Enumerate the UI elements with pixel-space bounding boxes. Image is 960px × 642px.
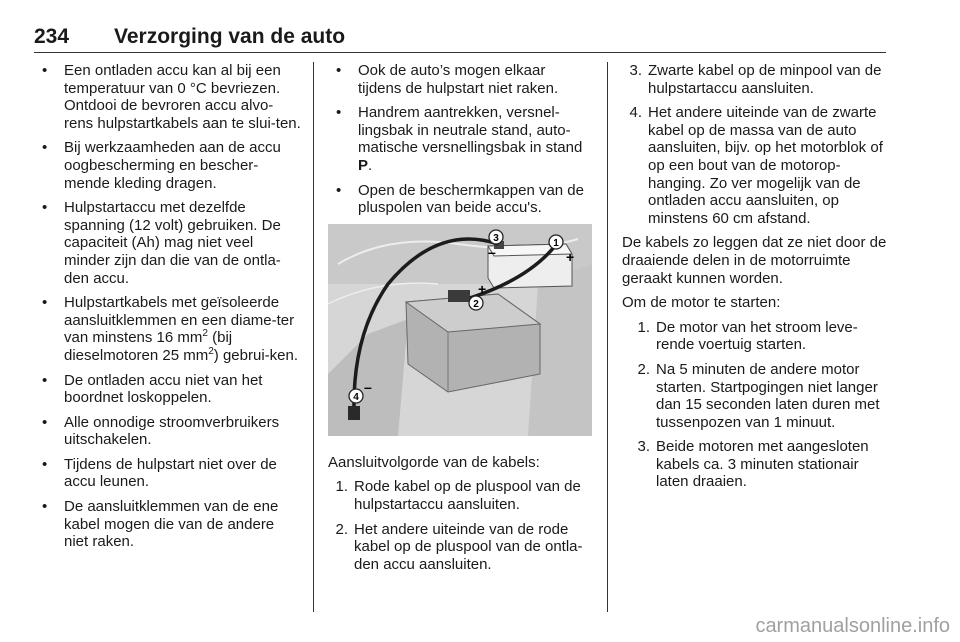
step-number: 1. <box>637 318 650 336</box>
step-text: Het andere uiteinde van de rode kabel op de pluspool van de ontla-den accu aansluiten. <box>354 520 583 573</box>
step-text: Beide motoren met aangesloten kabels ca. 3 minuten stationair laten draaien. <box>656 438 869 491</box>
step-text: Zwarte kabel op de minpool van de hulpstartaccu aansluiten. <box>648 62 882 97</box>
list-item-text: Hulpstartkabels met geïsoleerde aansluitklemmen en een diame-ter van minstens 16 mm <box>64 294 295 347</box>
list-item <box>630 319 888 354</box>
svg-text:2: 2 <box>473 298 479 310</box>
list-item <box>630 361 888 431</box>
header-rule <box>34 52 886 53</box>
step-number: 3. <box>637 438 650 456</box>
step-text: Na 5 minuten de andere motor starten. Startpogingen niet langer dan 15 seconden laten duren met tussenpozen van 1 minuut. <box>656 360 880 431</box>
page-header <box>34 25 886 53</box>
column-1 <box>34 62 302 558</box>
svg-text:4: 4 <box>353 391 359 403</box>
svg-text:–: – <box>488 243 496 260</box>
preparation-list <box>328 62 592 217</box>
svg-text:+: + <box>566 248 575 265</box>
step-text: De motor van het stroom leve-rende voertuig starten. <box>656 318 858 354</box>
list-item-text: ) gebrui-ken. <box>213 346 299 364</box>
list-item: • Open de beschermkappen van de pluspolen van beide accu's. <box>328 182 592 217</box>
list-item: • Bij werkzaamheden aan de accu oogbescherming en bescher-mende kleding dragen. <box>34 139 302 192</box>
list-item-text: (bij dieselmotoren 25 mm <box>64 329 233 364</box>
list-item-text: Handrem aantrekken, versnel-lingsbak in neutrale stand, auto-matische versnellingsbak in stand <box>358 104 583 157</box>
column-2 <box>328 62 592 580</box>
svg-text:3: 3 <box>493 232 499 244</box>
step-text: Het andere uiteinde van de zwarte kabel op de massa van de auto aansluiten, bijv. op het motorblok of op een bout van de motorop-hanging. Zo ver mogelijk van de ontladen accu aansluiten, op minstens 60 cm afstand. <box>648 104 883 227</box>
step-text: Rode kabel op de pluspool van de hulpstartaccu aansluiten. <box>354 478 581 513</box>
list-item: • Alle onnodige stroomverbruikers uitschakelen. <box>34 414 302 449</box>
list-item: • De aansluitklemmen van de ene kabel mogen die van de andere niet raken. <box>34 498 302 551</box>
list-item <box>34 294 302 364</box>
list-item <box>328 104 592 174</box>
list-item: • Hulpstartaccu met dezelfde spanning (12 volt) gebruiken. De capaciteit (Ah) mag niet veel minder zijn dan die van de ontla-den accu. <box>34 199 302 287</box>
list-item <box>328 521 592 574</box>
precaution-list <box>34 62 302 551</box>
svg-text:–: – <box>364 378 372 395</box>
superscript: 2 <box>208 345 214 357</box>
list-item <box>622 62 888 97</box>
list-item: • Tijdens de hulpstart niet over de accu leunen. <box>34 456 302 491</box>
column-divider-1 <box>313 62 314 612</box>
list-item <box>630 438 888 491</box>
step-number: 2. <box>335 520 348 538</box>
watermark: carmanualsonline.info <box>755 615 950 637</box>
start-engine-intro: Om de motor te starten: <box>622 294 781 312</box>
list-item <box>622 104 888 227</box>
connection-order-intro: Aansluitvolgorde van de kabels: <box>328 453 540 471</box>
column-divider-2 <box>607 62 608 612</box>
list-item <box>328 478 592 513</box>
list-item: • De ontladen accu niet van het boordnet loskoppelen. <box>34 372 302 407</box>
list-item: • Ook de auto’s mogen elkaar tijdens de hulpstart niet raken. <box>328 62 592 97</box>
chapter-title: Verzorging van de auto <box>114 25 346 48</box>
superscript: 2 <box>202 328 208 340</box>
cable-routing-note: De kabels zo leggen dat ze niet door de draaiende delen in de motorruimte geraakt kunnen worden. <box>622 234 887 287</box>
list-item-text: . <box>368 156 373 174</box>
svg-text:+: + <box>478 280 487 297</box>
gear-position-p: P <box>358 156 369 174</box>
start-steps <box>630 319 888 491</box>
step-number: 1. <box>335 478 348 496</box>
discharged-battery-positive <box>448 290 470 302</box>
svg-text:1: 1 <box>553 237 559 249</box>
connection-steps <box>328 478 592 573</box>
page-number: 234 <box>34 25 70 48</box>
battery-connection-illustration <box>328 224 592 436</box>
list-item: • Een ontladen accu kan al bij een temperatuur van 0 °C bevriezen. Ontdooi de bevroren accu alvo-rens hulpstartkabels aan te slui-ten. <box>34 62 302 132</box>
step-number: 4. <box>629 104 642 122</box>
connection-steps-continued <box>622 62 888 227</box>
column-3 <box>622 62 888 498</box>
step-number: 3. <box>629 62 642 79</box>
step-number: 2. <box>637 360 650 378</box>
